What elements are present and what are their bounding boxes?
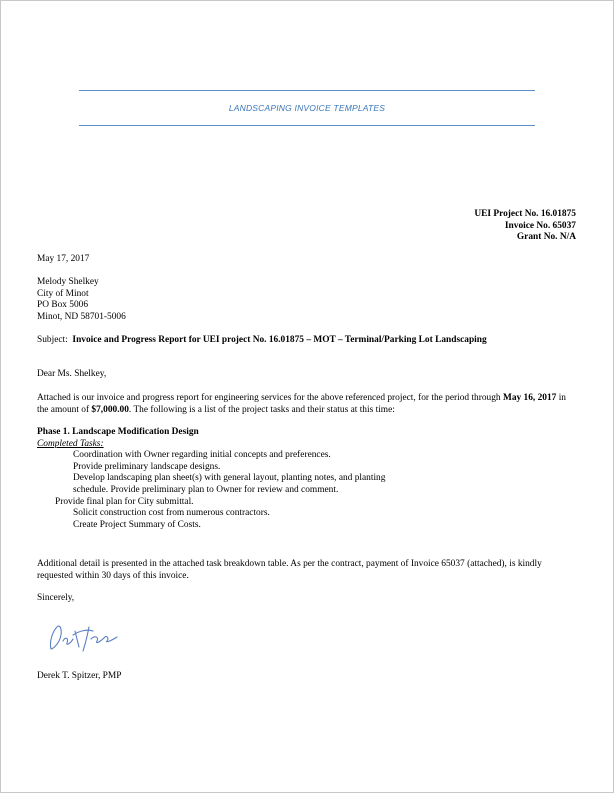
task-item: Provide preliminary landscape designs. <box>73 461 221 472</box>
final-plan-item: Provide final plan for City submittal. <box>55 496 194 507</box>
header-title: LANDSCAPING INVOICE TEMPLATES <box>228 103 386 113</box>
subject-text: Invoice and Progress Report for UEI project No. 16.01875 – MOT – Terminal/Parking Lot Landscaping <box>72 335 487 345</box>
phase-title: Phase 1. Landscape Modification Design <box>37 427 199 437</box>
address-line: Melody Shelkey <box>37 277 99 287</box>
para-text: Attached is our invoice and progress report for engineering services for the above referenced project, for the period through <box>37 393 503 403</box>
invoice-amount: $7,000.00 <box>91 404 129 415</box>
completed-tasks-label: Completed Tasks: <box>37 438 104 449</box>
invoice-number: Invoice No. 65037 <box>504 220 576 231</box>
para-text: in the amount of <box>37 393 566 415</box>
signer-name: Derek T. Spitzer, PMP <box>37 671 122 681</box>
address-line: PO Box 5006 <box>37 300 89 311</box>
letter-date: May 17, 2017 <box>37 254 90 264</box>
header-band <box>79 90 535 126</box>
payment-paragraph: Additional detail is presented in the attached task breakdown table. As per the contract, payment of Invoice 65037 (attached), is kindly requested within 30 days of this invoice. <box>37 559 542 581</box>
greeting: Dear Ms. Shelkey, <box>37 369 107 379</box>
period-date: May 16, 2017 <box>502 393 557 403</box>
task-item: Coordination with Owner regarding initial concepts and preferences. <box>73 450 331 461</box>
address-line: City of Minot <box>37 288 89 299</box>
subject-label: Subject: <box>37 335 68 345</box>
intro-paragraph <box>37 393 577 416</box>
phase-section <box>37 427 385 531</box>
grant-number: Grant No. N/A <box>516 232 576 243</box>
reference-block <box>474 209 576 244</box>
para-text: . The following is a list of the project tasks and their status at this time: <box>128 404 395 415</box>
subject-line <box>37 335 577 347</box>
task-item: Create Project Summary of Costs. <box>73 519 201 530</box>
task-item: Solicit construction cost from numerous contractors. <box>73 508 270 519</box>
task-item: schedule. Provide preliminary plan to Owner for review and comment. <box>73 484 339 495</box>
recipient-address <box>37 277 126 323</box>
closing: Sincerely, <box>37 593 75 603</box>
signature-image <box>45 619 125 655</box>
address-line: Minot, ND 58701-5006 <box>37 311 126 322</box>
project-number: UEI Project No. 16.01875 <box>474 209 576 219</box>
task-item: Develop landscaping plan sheet(s) with general layout, planting notes, and planting <box>73 473 386 484</box>
